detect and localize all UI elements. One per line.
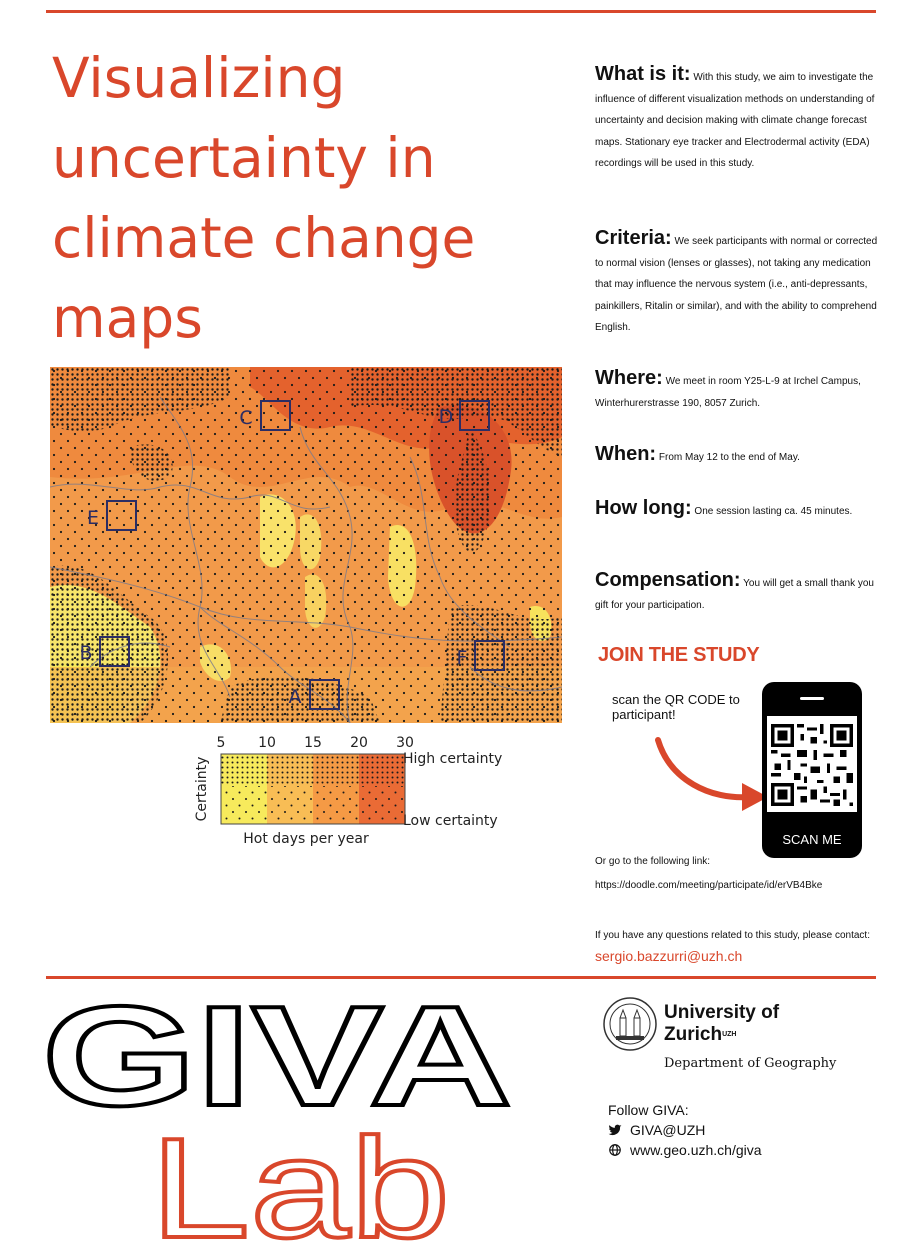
legend-xlabel: Hot days per year [243,831,369,847]
compensation-heading: Compensation: [595,569,741,591]
doodle-link[interactable]: https://doodle.com/meeting/participate/id/erVB4Bke [595,880,823,891]
region-label-a: A [288,686,302,708]
website-link: www.geo.uzh.ch/giva [630,1142,762,1158]
info-compensation [595,570,880,616]
title-line: uncertainty in [52,126,436,190]
twitter-handle: GIVA@UZH [630,1122,706,1138]
link-intro: Or go to the following link: [595,856,711,867]
contact-email[interactable]: sergio.bazzurri@uzh.ch [595,948,743,964]
how-long-text: One session lasting ca. 45 minutes. [694,506,853,517]
info-how-long [595,498,880,523]
university-seal-icon [602,996,658,1052]
when-heading: When: [595,443,657,465]
contact-block [595,926,885,969]
region-label-f: F [456,647,468,669]
region-label-b: B [79,642,93,664]
legend-high-label: High certainty [403,751,503,767]
region-label-c: C [239,407,253,429]
join-heading: JOIN THE STUDY [598,644,760,666]
title-line: Visualizing [52,46,346,110]
website-row[interactable] [608,1140,762,1160]
university-name-line2 [664,1024,779,1046]
university-name-line1: University of [664,1002,780,1023]
university-name-zurich: Zurich [664,1024,723,1045]
title-line: maps [52,286,203,350]
giva-lab-logo [42,975,562,1255]
info-what [595,64,880,175]
university-name-sup: UZH [722,1031,737,1038]
twitter-row[interactable] [608,1120,762,1140]
where-heading: Where: [595,367,663,389]
legend-tick-label: 20 [350,735,368,751]
how-long-heading: How long: [595,497,692,519]
info-where [595,368,880,414]
follow-block [608,1100,762,1160]
contact-intro: If you have any questions related to this study, please contact: [595,930,870,941]
legend-tick-label: 15 [304,735,322,751]
legend-tick-label: 30 [396,735,414,751]
legend [190,730,520,850]
page-title [52,38,522,358]
globe-icon [608,1143,622,1157]
department-name: Department of Geography [664,1056,837,1071]
criteria-text: We seek participants with normal or corrected to normal vision (lenses or glasses), not taking any medication that may influence the nervous system (i.e., anti-depressants, painkillers, Ritalin or similar), and with the ability to comprehend English. [595,236,878,333]
region-label-d: D [438,406,454,428]
scan-me-label: SCAN ME [782,832,842,847]
arrow-icon [650,735,770,815]
legend-tick-label: 10 [258,735,276,751]
twitter-icon [608,1123,622,1137]
legend-low-label: Low certainty [403,813,498,829]
where-text: We meet in room Y25-L-9 at Irchel Campus, Winterhurerstrasse 190, 8057 Zurich. [595,376,861,409]
region-label-e: E [86,507,100,529]
uncertainty-map [50,367,562,723]
qr-code-icon[interactable] [771,724,853,806]
university-name [664,1002,779,1046]
top-rule [46,10,876,13]
criteria-heading: Criteria: [595,227,672,249]
info-when [595,444,880,469]
legend-ylabel: Certainty [194,756,210,822]
giva-logo-text: GIVA [42,977,512,1136]
scan-instruction: scan the QR CODE to participant! [612,692,740,722]
phone-speaker [800,697,824,700]
phone-screen [767,716,857,812]
follow-title: Follow GIVA: [608,1102,689,1118]
what-heading: What is it: [595,63,691,85]
legend-tick-label: 5 [216,735,226,751]
when-text: From May 12 to the end of May. [658,452,800,463]
title-line: climate change [52,206,476,270]
link-block [595,850,885,898]
qr-phone[interactable] [762,682,862,858]
what-text: With this study, we aim to investigate the influence of different visualization methods on understanding of uncertainty and decision making with climate change forecast maps. Stationary eye tracker and Electrodermal activity (EDA) recordings will be used in this study. [595,72,875,169]
info-criteria [595,228,880,339]
lab-logo-text: Lab [150,1109,450,1255]
compensation-text: You will get a small thank you gift for your participation. [595,578,874,611]
